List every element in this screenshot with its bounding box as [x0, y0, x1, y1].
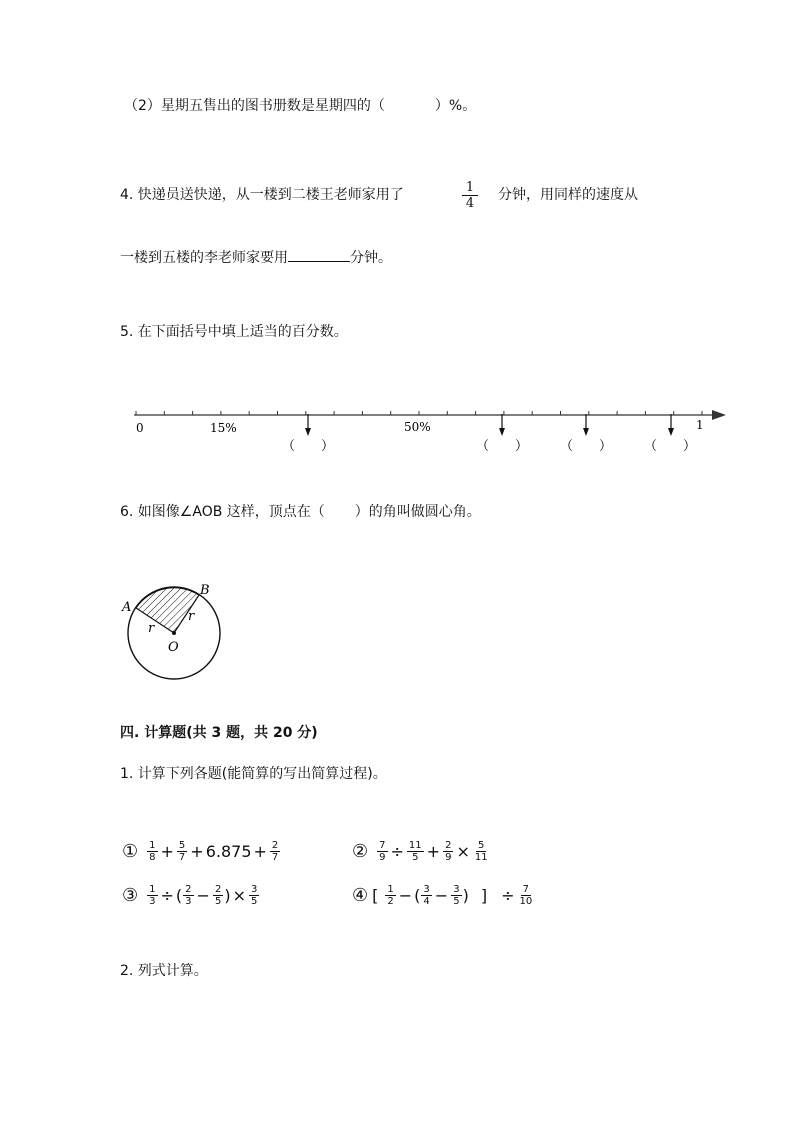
left-paren: ( — [175, 886, 183, 905]
central-angle-figure — [118, 580, 228, 685]
calc-4-mark: ④ — [352, 885, 369, 906]
frac-den: 7 — [178, 852, 186, 863]
calc-2-mark: ② — [352, 841, 369, 862]
decimal-value: 6.875 — [205, 842, 252, 861]
frac-num: 1 — [387, 884, 394, 895]
arrow-down-icon — [305, 414, 311, 436]
frac-num: 5 — [478, 840, 485, 851]
frac — [473, 840, 490, 863]
label-50pct: 50% — [404, 420, 431, 434]
frac-num: 3 — [250, 884, 258, 895]
answer-bracket-3[interactable]: （ ） — [560, 439, 613, 454]
arrow-down-icon — [668, 414, 674, 436]
frac — [249, 884, 259, 907]
answer-bracket-2[interactable]: （ ） — [476, 439, 529, 454]
label-o: O — [168, 640, 179, 655]
frac — [517, 884, 534, 907]
label-b: B — [200, 583, 210, 598]
frac — [421, 884, 431, 907]
q4-fraction — [462, 180, 478, 211]
number-line — [126, 400, 734, 460]
frac — [213, 884, 223, 907]
label-a: A — [122, 600, 132, 615]
calc-1 — [122, 840, 281, 863]
frac-den: 5 — [250, 896, 258, 907]
plus-op: + — [426, 842, 441, 861]
frac-num: 2 — [214, 884, 222, 895]
minus-op: − — [434, 886, 449, 905]
frac — [177, 840, 187, 863]
answer-bracket-4[interactable]: （ ） — [644, 439, 697, 454]
times-op: × — [456, 842, 470, 861]
plus-op: + — [160, 842, 174, 861]
q4-line2 — [120, 247, 392, 267]
sec4-q2 — [120, 962, 208, 980]
arrow-down-icon — [499, 414, 505, 436]
minus-op: − — [398, 886, 413, 905]
q4-frac-num: 1 — [462, 180, 478, 196]
frac-den: 4 — [423, 896, 430, 907]
frac-den: 3 — [185, 896, 192, 907]
calc-3 — [122, 884, 260, 907]
number-line-arrow — [712, 410, 726, 420]
frac-num: 2 — [445, 840, 452, 851]
frac — [407, 840, 424, 863]
frac-den: 5 — [412, 852, 419, 863]
frac-den: 9 — [379, 852, 386, 863]
answer-bracket-1[interactable]: （ ） — [282, 439, 335, 454]
calc-3-mark: ③ — [122, 885, 139, 906]
frac — [451, 884, 461, 907]
frac-den: 7 — [271, 852, 279, 863]
divide-op: ÷ — [390, 842, 404, 861]
left-bracket: [ — [372, 886, 379, 905]
frac — [377, 840, 387, 863]
left-paren: ( — [414, 886, 421, 905]
arrow-down-icon — [583, 414, 589, 436]
divide-op: ÷ — [160, 886, 174, 905]
frac-den: 11 — [474, 852, 488, 863]
sec4-q2-text: 2. 列式计算。 — [120, 963, 208, 979]
frac-den: 10 — [519, 896, 533, 907]
calc-2 — [352, 840, 491, 863]
q4-line2-text: 一楼到五楼的李老师家要用 — [120, 250, 288, 266]
frac — [443, 840, 453, 863]
frac — [147, 840, 157, 863]
q6-text — [120, 503, 481, 521]
label-0: 0 — [136, 421, 144, 435]
frac-num: 1 — [149, 840, 156, 851]
q3-part2-text: （2）星期五售出的图书册数是星期四的（ — [124, 98, 385, 114]
calc-4 — [352, 884, 535, 907]
frac — [147, 884, 157, 907]
q5-text — [120, 323, 348, 341]
q4-text: 4. 快递员送快递，从一楼到二楼王老师家用了 — [120, 187, 404, 203]
plus-op: + — [190, 842, 204, 861]
frac-den: 5 — [453, 896, 460, 907]
label-1: 1 — [696, 418, 704, 432]
divide-op: ÷ — [501, 886, 515, 905]
q6-text-b: ）的角叫做圆心角。 — [354, 504, 481, 520]
q4-frac-den: 4 — [465, 196, 475, 211]
times-op: × — [232, 886, 246, 905]
frac-num: 1 — [149, 884, 156, 895]
frac-den: 8 — [149, 852, 156, 863]
label-r-right: r — [188, 609, 195, 624]
frac-num: 5 — [178, 840, 186, 851]
frac-num: 2 — [271, 840, 279, 851]
frac-den: 5 — [214, 896, 222, 907]
right-paren: ) — [224, 886, 231, 905]
frac-num: 2 — [185, 884, 192, 895]
calc-1-mark: ① — [122, 841, 139, 862]
q5-label: 5. 在下面括号中填上适当的百分数。 — [120, 324, 348, 340]
frac-num: 3 — [423, 884, 430, 895]
sec4-q1-text: 1. 计算下列各题(能简算的写出简算过程)。 — [120, 766, 387, 782]
q4-line1-tail — [498, 186, 638, 204]
section-4-heading — [120, 724, 318, 742]
q4-line2-tail: 分钟。 — [350, 250, 392, 266]
q4-line1 — [120, 186, 404, 204]
section-4-heading-text: 四. 计算题(共 3 题，共 20 分) — [120, 725, 318, 741]
right-bracket: ] — [480, 886, 488, 905]
plus-op: + — [253, 842, 267, 861]
frac-num: 7 — [522, 884, 530, 895]
frac-num: 7 — [379, 840, 386, 851]
frac-den: 9 — [445, 852, 452, 863]
frac-num: 3 — [453, 884, 460, 895]
frac-den: 3 — [149, 896, 156, 907]
q3-part2-tail: ）%。 — [434, 98, 477, 114]
q6-text-a: 6. 如图像∠AOB 这样，顶点在（ — [120, 504, 325, 520]
center-point — [172, 631, 176, 635]
frac — [183, 884, 193, 907]
sec4-q1 — [120, 765, 387, 783]
frac-den: 2 — [387, 896, 394, 907]
q3-part2 — [124, 97, 476, 115]
frac — [385, 884, 395, 907]
frac — [270, 840, 280, 863]
label-r-left: r — [148, 621, 155, 636]
right-paren: ) — [462, 886, 469, 905]
minus-op: − — [196, 886, 210, 905]
number-line-ticks — [136, 411, 702, 415]
q4-text-b: 分钟，用同样的速度从 — [498, 187, 638, 203]
label-15pct: 15% — [210, 421, 237, 435]
q4-answer-blank[interactable] — [288, 247, 350, 262]
frac-num: 11 — [408, 840, 422, 851]
